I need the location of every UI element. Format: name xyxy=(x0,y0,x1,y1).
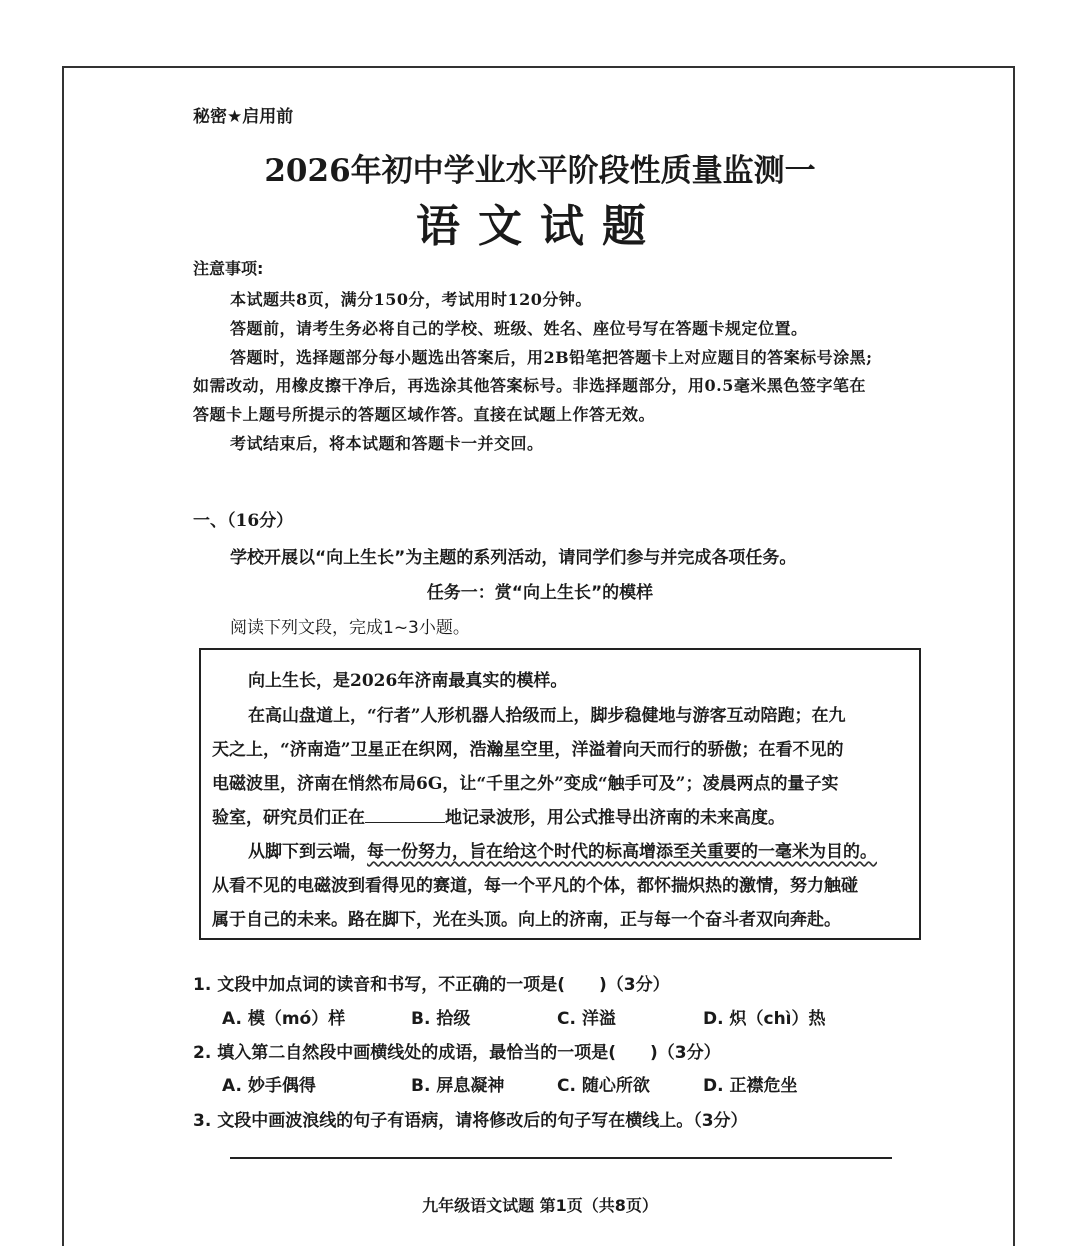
passage-text: 地记录波形，用公式推导出济南的未来高度。 xyxy=(445,808,785,828)
notice-line: 答题前，请考生务必将自己的学校、班级、姓名、座位号写在答题卡规定位置。 xyxy=(230,319,808,338)
question-2-option-c: C. 随心所欲 xyxy=(557,1076,650,1096)
passage-line: 在高山盘道上，“行者”人形机器人拾级而上，脚步稳健地与游客互动陪跑；在九 xyxy=(248,706,846,726)
notice-line: 答题卡上题号所提示的答题区域作答。直接在试题上作答无效。 xyxy=(193,405,656,424)
question-1-option-a: A. 模（mó）样 xyxy=(222,1009,346,1029)
question-1-option-d: D. 炽（chì）热 xyxy=(703,1009,826,1029)
reading-passage-box xyxy=(199,648,921,940)
question-3-stem: 3. 文段中画波浪线的句子有语病，请将修改后的句子写在横线上。（3分） xyxy=(193,1111,748,1131)
question-1-stem: 1. 文段中加点词的读音和书写，不正确的一项是( )（3分） xyxy=(193,975,670,995)
notice-line: 答题时，选择题部分每小题选出答案后，用2B铅笔把答题卡上对应题目的答案标号涂黑; xyxy=(230,348,873,367)
passage-line: 从看不见的电磁波到看得见的赛道，每一个平凡的个体，都怀揣炽热的激情，努力触碰 xyxy=(212,876,858,896)
notice-line: 本试题共8页，满分150分，考试用时120分钟。 xyxy=(230,290,592,309)
section-intro: 学校开展以“向上生长”为主题的系列活动，请同学们参与并完成各项任务。 xyxy=(230,548,797,568)
exam-title: 2026年初中学业水平阶段性质量监测一 xyxy=(264,153,816,189)
fill-blank xyxy=(365,808,445,823)
question-2-option-d: D. 正襟危坐 xyxy=(703,1076,798,1096)
passage-line: 天之上，“济南造”卫星正在织网，浩瀚星空里，洋溢着向天而行的骄傲；在看不见的 xyxy=(212,740,844,760)
question-2-stem: 2. 填入第二自然段中画横线处的成语，最恰当的一项是( )（3分） xyxy=(193,1043,721,1063)
question-1-option-c: C. 洋溢 xyxy=(557,1009,616,1029)
passage-line-with-blank xyxy=(212,803,785,828)
question-1-option-b: B. 拾级 xyxy=(411,1009,471,1029)
notice-line: 考试结束后，将本试题和答题卡一并交回。 xyxy=(230,434,544,453)
passage-text: 验室，研究员们正在 xyxy=(212,808,365,828)
answer-line xyxy=(230,1157,892,1159)
notice-line: 如需改动，用橡皮擦干净后，再选涂其他答案标号。非选择题部分，用0.5毫米黑色签字笔在 xyxy=(193,376,866,395)
passage-line-with-wavy xyxy=(248,837,877,862)
passage-line: 属于自己的未来。路在脚下，光在头顶。向上的济南，正与每一个奋斗者双向奔赴。 xyxy=(212,910,841,930)
notice-heading: 注意事项: xyxy=(193,259,264,278)
wavy-underlined-sentence: 每一份努力，旨在给这个时代的标高增添至关重要的一毫米为目的。 xyxy=(367,842,877,862)
question-2-option-b: B. 屏息凝神 xyxy=(411,1076,505,1096)
confidential-label: 秘密★启用前 xyxy=(193,107,294,127)
task-title: 任务一：赏“向上生长”的模样 xyxy=(426,583,654,603)
section-heading: 一、（16分） xyxy=(193,511,294,531)
page-footer: 九年级语文试题 第1页（共8页） xyxy=(422,1196,658,1215)
passage-text: 从脚下到云端， xyxy=(248,842,367,862)
subject-title: 语文试题 xyxy=(416,201,664,252)
question-2-option-a: A. 妙手偶得 xyxy=(222,1076,316,1096)
passage-paragraph-1: 向上生长，是2026年济南最真实的模样。 xyxy=(248,671,568,691)
read-instruction: 阅读下列文段，完成1~3小题。 xyxy=(230,618,470,638)
passage-line: 电磁波里，济南在悄然布局6G，让“千里之外”变成“触手可及”；凌晨两点的量子实 xyxy=(212,774,839,794)
